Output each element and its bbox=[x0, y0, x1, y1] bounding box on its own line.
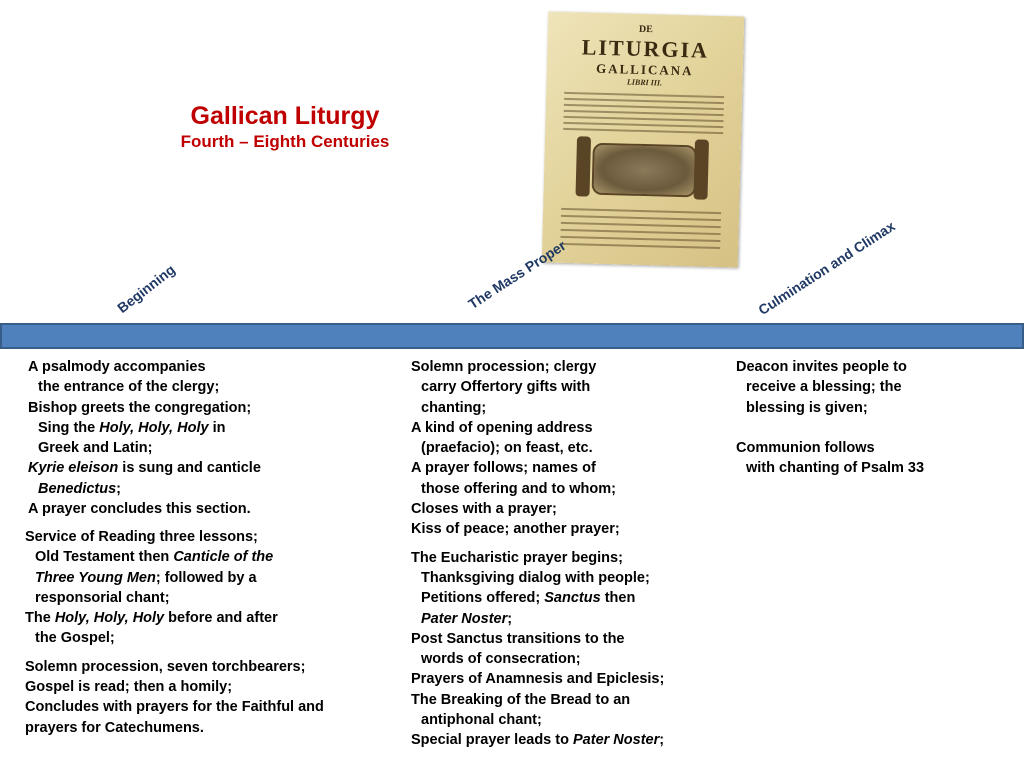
text-line: blessing is given; bbox=[746, 399, 868, 416]
text-line: Closes with a prayer; bbox=[411, 501, 557, 518]
section-label-beginning: Beginning bbox=[114, 261, 178, 316]
text-line: responsorial chant; bbox=[35, 589, 170, 606]
text-line: receive a blessing; the bbox=[746, 379, 902, 396]
text-line: Greek and Latin; bbox=[38, 440, 153, 457]
text-line: Service of Reading three lessons; bbox=[25, 529, 258, 545]
beginning-column-reading bbox=[25, 527, 395, 738]
culmination-column bbox=[736, 357, 1016, 478]
book-line: DE bbox=[638, 23, 653, 36]
text-line: the Gospel; bbox=[35, 630, 115, 647]
text-line: Prayers of Anamnesis and Epiclesis; bbox=[411, 671, 665, 688]
text-line: Solemn procession; clergy bbox=[411, 359, 597, 375]
text-line: Post Sanctus transitions to the bbox=[411, 630, 625, 647]
text-line: The Breaking of the Bread to an bbox=[411, 691, 631, 708]
text-line: antiphonal chant; bbox=[421, 712, 542, 729]
text-line: Kyrie eleison is sung and canticle bbox=[28, 460, 261, 477]
text-line: Concludes with prayers for the Faithful and bbox=[25, 699, 324, 716]
text-line: A psalmody accompanies bbox=[28, 359, 206, 375]
text-line: carry Offertory gifts with bbox=[421, 379, 591, 396]
text-line: Pater Noster; bbox=[421, 610, 513, 627]
timeline-bar bbox=[0, 323, 1024, 349]
text-line: A prayer follows; names of bbox=[411, 460, 596, 477]
text-line: those offering and to whom; bbox=[421, 480, 616, 497]
page-subtitle: Fourth – Eighth Centuries bbox=[180, 132, 390, 151]
text-line: Gospel is read; then a homily; bbox=[25, 679, 233, 696]
text-line: Special prayer leads to Pater Noster; bbox=[411, 732, 665, 749]
text-line: (praefacio); on feast, etc. bbox=[421, 440, 593, 457]
book-emblem-image bbox=[592, 143, 697, 198]
text-line: The Holy, Holy, Holy before and after bbox=[25, 610, 278, 627]
text-line: A prayer concludes this section. bbox=[28, 501, 251, 518]
book-line: LIBRI III. bbox=[626, 77, 663, 88]
mass-proper-column bbox=[411, 357, 731, 751]
text-line: Benedictus; bbox=[38, 480, 122, 497]
text-line: The Eucharistic prayer begins; bbox=[411, 549, 623, 566]
text-line: words of consecration; bbox=[421, 651, 581, 668]
text-line: Thanksgiving dialog with people; bbox=[421, 569, 650, 586]
text-line: Sing the Holy, Holy, Holy in bbox=[38, 419, 226, 436]
text-line: Bishop greets the congregation; bbox=[28, 399, 252, 416]
book-line: GALLICANA bbox=[595, 60, 694, 79]
text-line: A kind of opening address bbox=[411, 419, 593, 436]
text-line: Three Young Men; followed by a bbox=[35, 569, 257, 586]
text-line: Petitions offered; Sanctus then bbox=[421, 590, 636, 607]
text-line: with chanting of Psalm 33 bbox=[746, 460, 925, 477]
beginning-column bbox=[28, 357, 368, 519]
text-line: Solemn procession, seven torchbearers; bbox=[25, 658, 306, 675]
text-line: Deacon invites people to bbox=[736, 359, 907, 375]
text-line: Kiss of peace; another prayer; bbox=[411, 521, 620, 538]
title-block bbox=[150, 100, 420, 152]
section-label-culmination: Culmination and Climax bbox=[755, 217, 898, 318]
text-line: Communion follows bbox=[736, 439, 875, 456]
text-line: the entrance of the clergy; bbox=[38, 379, 220, 396]
page-title: Gallican Liturgy bbox=[190, 102, 380, 130]
book-line: LITURGIA bbox=[581, 34, 710, 63]
text-line: chanting; bbox=[421, 399, 487, 416]
text-line: Old Testament then Canticle of the bbox=[35, 549, 274, 566]
book-cover-image bbox=[542, 11, 745, 267]
text-line: prayers for Catechumens. bbox=[25, 719, 204, 736]
section-label-mass-proper: The Mass Proper bbox=[465, 237, 569, 312]
